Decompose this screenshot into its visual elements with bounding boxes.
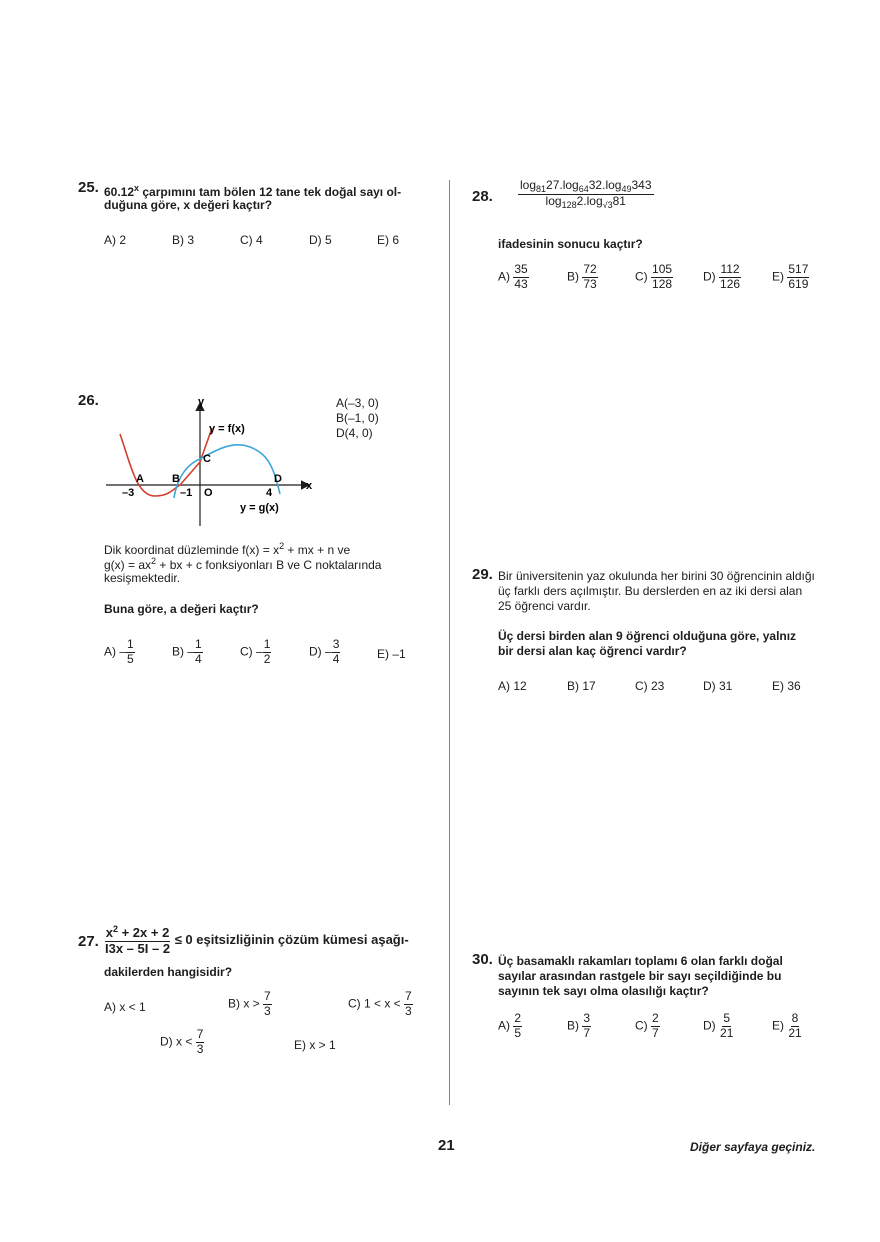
option-e[interactable]: E) 36 — [772, 679, 801, 693]
question-text-line: 25 öğrenci vardır. — [498, 599, 591, 613]
column-divider — [449, 180, 450, 1105]
question-number: 30. — [472, 951, 493, 968]
question-number: 29. — [472, 566, 493, 583]
option-e[interactable]: E) –1 — [377, 647, 406, 661]
question-text-line: Bir üniversitenin yaz okulunda her birini 30 öğrencinin aldığı — [498, 569, 815, 583]
option-d[interactable]: D) – $\frac{3}{4}$ — [309, 637, 340, 666]
option-a[interactable]: A) – $\frac{1}{5}$ — [104, 637, 134, 666]
option-b[interactable]: B) $\frac{72}{73}$ — [567, 262, 597, 291]
option-a[interactable]: A) x < 1 — [104, 1000, 146, 1014]
tick-minus-3: –3 — [122, 487, 135, 499]
option-a[interactable]: A) $\frac{2}{5}$ — [498, 1011, 522, 1040]
question-text-line: sayılar arasından rastgele bir sayı seçildiğinde bu — [498, 969, 782, 983]
question-prompt: Buna göre, a değeri kaçtır? — [104, 602, 259, 616]
point-a-coord: A(–3, 0) — [336, 396, 379, 410]
page-number: 21 — [438, 1137, 455, 1154]
point-d-label: D — [274, 473, 282, 485]
question-text-line: kesişmektedir. — [104, 571, 181, 585]
option-c[interactable]: C) 4 — [240, 233, 263, 247]
label-f: y = f(x) — [209, 423, 245, 435]
option-a[interactable]: A) 2 — [104, 233, 127, 247]
option-b[interactable]: B) 3 — [172, 233, 195, 247]
x-axis-label: x — [306, 480, 313, 492]
question-text-line: Dik koordinat düzleminde $f(x) = x^2$ + mx + n ve — [104, 541, 351, 557]
option-a[interactable]: A) $\frac{35}{43}$ — [498, 262, 528, 291]
option-e[interactable]: E) $\frac{517}{619}$ — [772, 262, 809, 291]
origin-label: O — [204, 487, 213, 499]
next-page-note: Diğer sayfaya geçiniz. — [690, 1140, 816, 1154]
question-text-line: duğuna göre, x değeri kaçtır? — [104, 198, 273, 212]
function-graph — [100, 392, 330, 532]
question-prompt: Üç dersi birden alan 9 öğrenci olduğuna göre, yalnız — [498, 629, 797, 643]
question-number: 25. — [78, 179, 99, 196]
option-b[interactable]: B) – $\frac{1}{4}$ — [172, 637, 202, 666]
label-g: y = g(x) — [240, 502, 279, 514]
question-text-line: $\frac{x^2 + 2x + 2}{I3x - 5I - 2}$ ≤ 0 eşitsizliğinin çözüm kümesi aşağı- — [105, 924, 409, 956]
point-d-coord: D(4, 0) — [336, 426, 373, 440]
option-a[interactable]: A) 12 — [498, 679, 527, 693]
point-c-label: C — [203, 453, 211, 465]
question-text-line: dakilerden hangisidir? — [104, 965, 233, 979]
question-text-line: sayının tek sayı olma olasılığı kaçtır? — [498, 984, 709, 998]
question-prompt: bir dersi alan kaç öğrenci vardır? — [498, 644, 687, 658]
option-c[interactable]: C) 1 < x < $\frac{7}{3}$ — [348, 989, 412, 1018]
question-number: 28. — [472, 188, 493, 205]
option-d[interactable]: D) $\frac{5}{21}$ — [703, 1011, 734, 1040]
option-e[interactable]: E) 6 — [377, 233, 400, 247]
question-number: 26. — [78, 392, 99, 409]
option-d[interactable]: D) x < $\frac{7}{3}$ — [160, 1027, 204, 1056]
option-d[interactable]: D) 5 — [309, 233, 332, 247]
option-c[interactable]: C) $\frac{105}{128}$ — [635, 262, 673, 291]
option-c[interactable]: C) 23 — [635, 679, 665, 693]
point-a-label: A — [136, 473, 144, 485]
option-d[interactable]: D) 31 — [703, 679, 733, 693]
point-b-coord: B(–1, 0) — [336, 411, 379, 425]
question-text-line: 60.12$^x$ çarpımını tam bölen 12 tane tek doğal sayı ol- — [104, 183, 402, 199]
question-text-line: Üç basamaklı rakamları toplamı 6 olan farklı doğal — [498, 954, 783, 968]
question-prompt: ifadesinin sonucu kaçtır? — [498, 237, 643, 251]
tick-minus-1: –1 — [180, 487, 193, 499]
tick-4: 4 — [266, 487, 273, 499]
curve-f — [120, 428, 212, 496]
option-e[interactable]: E) $\frac{8}{21}$ — [772, 1011, 802, 1040]
point-b-label: B — [172, 473, 180, 485]
option-c[interactable]: C) $\frac{2}{7}$ — [635, 1011, 659, 1040]
question-text-line: $g(x) = ax^2$ + bx + c fonksiyonları B ve C noktalarında — [104, 556, 382, 572]
log-expression: $\frac{\log_{81}27.\log_{64}32.\log_{49}343}{\log_{128}2.\log_{√3}81}$ — [520, 178, 652, 211]
question-text-line: üç farklı ders açılmıştır. Bu derslerden en az iki dersi alan — [498, 584, 803, 598]
option-b[interactable]: B) 17 — [567, 679, 596, 693]
option-d[interactable]: D) $\frac{112}{126}$ — [703, 262, 741, 291]
option-e[interactable]: E) x > 1 — [294, 1038, 336, 1052]
y-axis-label: y — [198, 396, 205, 408]
question-number: 27. — [78, 933, 99, 950]
option-c[interactable]: C) – $\frac{1}{2}$ — [240, 637, 271, 666]
option-b[interactable]: B) $\frac{3}{7}$ — [567, 1011, 591, 1040]
option-b[interactable]: B) x > $\frac{7}{3}$ — [228, 989, 271, 1018]
inequality-fraction: $\frac{x^2 + 2x + 2}{I3x - 5I - 2}$ — [105, 924, 171, 956]
